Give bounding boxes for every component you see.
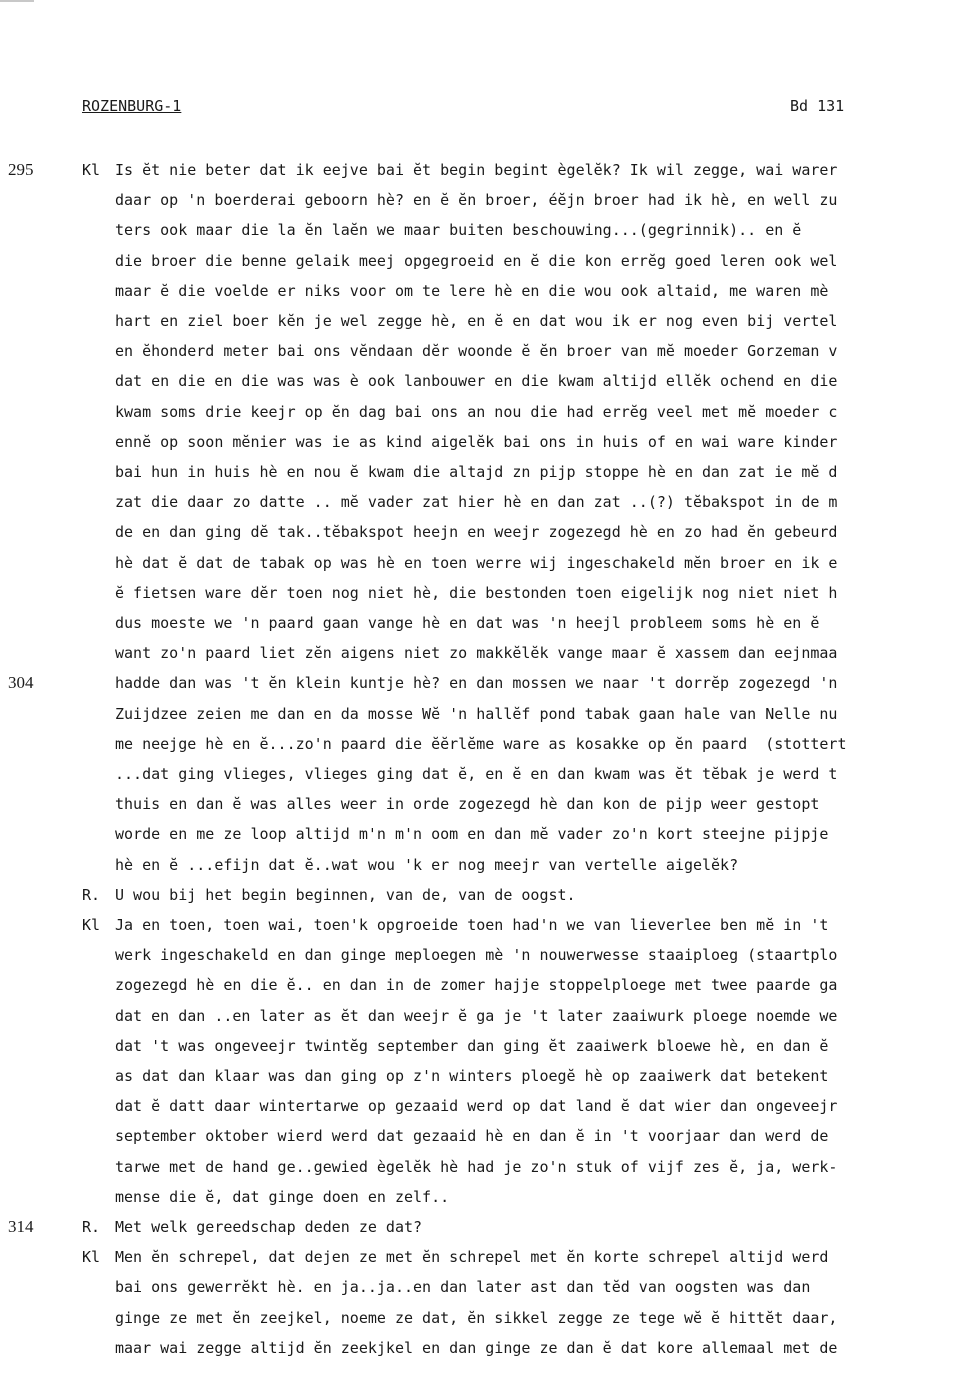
transcript-line: [0, 789, 960, 819]
line-text: Zuijdzee zeien me dan en da mosse Wĕ 'n hallĕf pond tabak gaan hale van Nelle nu: [115, 705, 838, 723]
transcript-line: [0, 1061, 960, 1091]
transcript-line: [0, 759, 960, 789]
transcript-line: [0, 1152, 960, 1182]
line-number: 304: [8, 673, 34, 692]
transcript-line: [0, 699, 960, 729]
scan-edge-mark: [0, 0, 34, 2]
transcript-line: [0, 155, 960, 185]
transcript-line: [0, 427, 960, 457]
line-text: die broer die benne gelaik meej opgegroeid en ĕ die kon errĕg goed leren ook wel: [115, 252, 838, 270]
line-text: me neejge hè en ĕ...zo'n paard die ĕĕrlĕme ware as kosakke op ĕn paard (stottert: [115, 735, 847, 753]
transcript-line: [0, 910, 960, 940]
speaker-label: R.: [82, 1218, 101, 1236]
line-text: ĕ fietsen ware dĕr toen nog niet hè, die bestonden toen eigelijk nog niet niet h: [115, 584, 838, 602]
line-text: dat en die en die was was è ook lanbouwer en die kwam altijd ellĕk ochend en die: [115, 372, 838, 390]
transcript-line: [0, 970, 960, 1000]
transcript-line: [0, 1001, 960, 1031]
line-text: as dat dan klaar was dan ging op z'n winters ploegĕ hè op zaaiwerk dat betekent: [115, 1067, 829, 1085]
speaker-label: Kl: [82, 1248, 101, 1266]
line-text: U wou bij het begin beginnen, van de, van de oogst.: [115, 886, 576, 904]
transcript-line: [0, 246, 960, 276]
transcript-line: [0, 548, 960, 578]
speaker-label: Kl: [82, 916, 101, 934]
transcript-line: [0, 215, 960, 245]
line-text: hè en ĕ ...efijn dat ĕ..wat wou 'k er nog meejr van vertelle aigelĕk?: [115, 856, 739, 874]
line-text: dus moeste we 'n paard gaan vange hè en dat was 'n heejl probleem soms hè en ĕ: [115, 614, 820, 632]
speaker-label: Kl: [82, 161, 101, 179]
transcript-line: [0, 397, 960, 427]
transcript-line: [0, 306, 960, 336]
line-text: daar op 'n boerderai geboorn hè? en ĕ ĕn broer, éĕjn broer had ik hè, en well zu: [115, 191, 838, 209]
line-text: september oktober wierd werd dat gezaaid hè en dan ĕ in 't voorjaar dan werd de: [115, 1127, 829, 1145]
line-text: want zo'n paard liet zĕn aigens niet zo makkĕlĕk vange maar ĕ xassem dan eejnmaa: [115, 644, 838, 662]
transcript-line: [0, 578, 960, 608]
transcript-line: [0, 668, 960, 698]
page-reference: Bd 131: [790, 97, 845, 115]
line-text: bai hun in huis hè en nou ĕ kwam die altajd zn pijp stoppe hè en dan zat ie mĕ d: [115, 463, 838, 481]
line-text: hadde dan was 't ĕn klein kuntje hè? en dan mossen we naar 't dorrĕp zogezegd 'n: [115, 674, 838, 692]
transcript-line: [0, 366, 960, 396]
line-text: dat en dan ..en later as ĕt dan weejr ĕ ga je 't later zaaiwurk ploege noemde we: [115, 1007, 838, 1025]
transcript-line: [0, 1242, 960, 1272]
transcript-line: [0, 638, 960, 668]
line-text: hè dat ĕ dat de tabak op was hè en toen werre wij ingeschakeld mĕn broer en ik e: [115, 554, 838, 572]
line-number: 295: [8, 160, 34, 179]
transcript-line: [0, 1182, 960, 1212]
transcript-line: [0, 850, 960, 880]
transcript-line: [0, 185, 960, 215]
line-text: kwam soms drie keejr op ĕn dag bai ons an nou die had errĕg veel met mĕ moeder c: [115, 403, 838, 421]
line-text: bai ons gewerrĕkt hè. en ja..ja..en dan later ast dan tĕd van oogsten was dan: [115, 1278, 811, 1296]
line-text: dat ĕ datt daar wintertarwe op gezaaid werd op dat land ĕ dat wier dan ongeveejr: [115, 1097, 838, 1115]
transcript-line: [0, 517, 960, 547]
transcript-line: [0, 336, 960, 366]
transcript-line: [0, 276, 960, 306]
line-text: werk ingeschakeld en dan ginge meploegen mè 'n nouwerwesse staaiploeg (staartplo: [115, 946, 838, 964]
transcript-line: [0, 880, 960, 910]
transcript-line: [0, 487, 960, 517]
transcript-line: [0, 457, 960, 487]
transcript-line: [0, 608, 960, 638]
transcript-line: [0, 1303, 960, 1333]
line-text: ...dat ging vlieges, vlieges ging dat ĕ, en ĕ en dan kwam was ĕt tĕbak je werd t: [115, 765, 838, 783]
transcript-line: [0, 1272, 960, 1302]
line-text: de en dan ging dĕ tak..tĕbakspot heejn en weejr zogezegd hè en zo had ĕn gebeurd: [115, 523, 838, 541]
line-text: ters ook maar die la ĕn laĕn we maar buiten beschouwing...(gegrinnik).. en ĕ: [115, 221, 802, 239]
line-text: thuis en dan ĕ was alles weer in orde zogezegd hè dan kon de pijp weer gestopt: [115, 795, 820, 813]
line-text: tarwe met de hand ge..gewied ègelĕk hè had je zo'n stuk of vijf zes ĕ, ja, werk-: [115, 1158, 838, 1176]
line-text: en ĕhonderd meter bai ons vĕndaan dĕr woonde ĕ ĕn broer van mĕ moeder Gorzeman v: [115, 342, 838, 360]
line-text: mense die ĕ, dat ginge doen en zelf..: [115, 1188, 450, 1206]
line-text: maar wai zegge altijd ĕn zeekjkel en dan ginge ze dan ĕ dat kore allemaal met de: [115, 1339, 838, 1357]
line-text: ginge ze met ĕn zeejkel, noeme ze dat, ĕn sikkel zegge ze tege wĕ ĕ hittĕt daar,: [115, 1309, 838, 1327]
transcript-line: [0, 1031, 960, 1061]
line-text: zogezegd hè en die ĕ.. en dan in de zomer hajje stoppelploege met twee paarde ga: [115, 976, 838, 994]
line-text: worde en me ze loop altijd m'n m'n oom en dan mĕ vader zo'n kort steejne pijpje: [115, 825, 829, 843]
line-text: Men ĕn schrepel, dat dejen ze met ĕn schrepel met ĕn korte schrepel altijd werd: [115, 1248, 829, 1266]
transcript-line: [0, 1091, 960, 1121]
transcript-line: [0, 819, 960, 849]
line-text: Ja en toen, toen wai, toen'k opgroeide toen had'n we van lieverlee ben mĕ in 't: [115, 916, 829, 934]
line-text: Met welk gereedschap deden ze dat?: [115, 1218, 423, 1236]
line-text: zat die daar zo datte .. mĕ vader zat hier hè en dan zat ..(?) tĕbakspot in de m: [115, 493, 838, 511]
transcript-line: [0, 1333, 960, 1363]
line-number: 314: [8, 1217, 34, 1236]
line-text: dat 't was ongeveejr twintĕg september dan ging ĕt zaaiwerk bloewe hè, en dan ĕ: [115, 1037, 829, 1055]
transcript-line: [0, 729, 960, 759]
line-text: Is ĕt nie beter dat ik eejve bai ĕt begin begint ègelĕk? Ik wil zegge, wai warer: [115, 161, 838, 179]
transcript-line: [0, 1121, 960, 1151]
speaker-label: R.: [82, 886, 101, 904]
transcript-line: [0, 940, 960, 970]
line-text: maar ĕ die voelde er niks voor om te lere hè en die wou ook altaid, me waren mè: [115, 282, 829, 300]
transcript-line: [0, 1212, 960, 1242]
document-title: ROZENBURG-1: [82, 97, 182, 115]
line-text: ennĕ op soon mĕnier was ie as kind aigelĕk bai ons in huis of en wai ware kinder: [115, 433, 838, 451]
line-text: hart en ziel boer kĕn je wel zegge hè, en ĕ en dat wou ik er nog even bij vertel: [115, 312, 838, 330]
